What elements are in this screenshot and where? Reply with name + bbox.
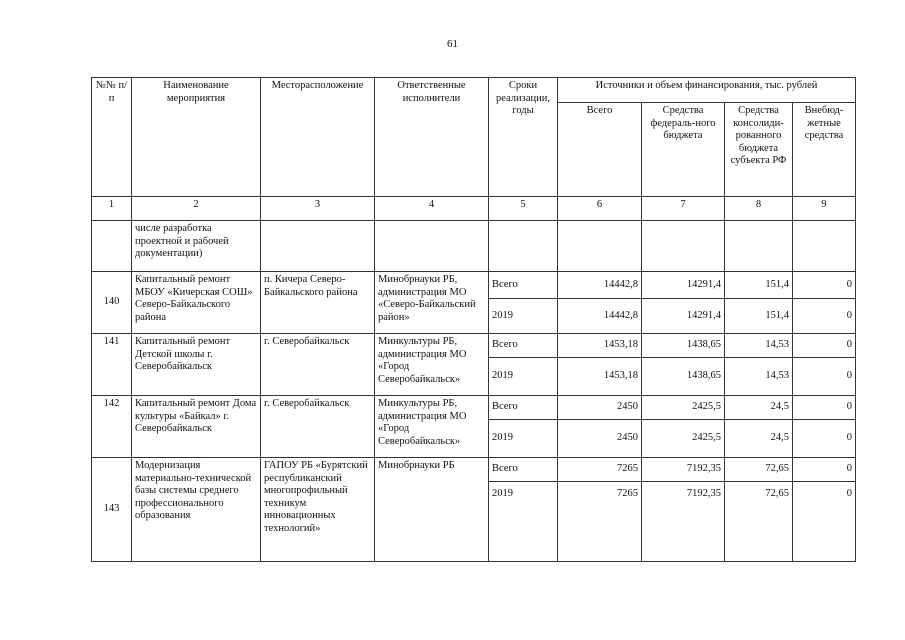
- row-term: Всего: [489, 272, 558, 299]
- header-location: Месторасположение: [261, 78, 375, 197]
- column-number: 2: [132, 197, 261, 221]
- row-federal: 14291,4: [642, 272, 725, 299]
- row-extra: 0: [793, 358, 856, 396]
- row-total: 7265: [558, 482, 642, 562]
- row-num: 142: [92, 396, 132, 458]
- row-name: Капитальный ремонт МБОУ «Кичерская СОШ» Северо-Байкальского района: [132, 272, 261, 334]
- row-term: 2019: [489, 482, 558, 562]
- row-executors: Минобрнауки РБ: [375, 458, 489, 562]
- header-subject: Средства консолиди-рованного бюджета субъекта РФ: [725, 103, 793, 197]
- column-number: 8: [725, 197, 793, 221]
- row-subject: 151,4: [725, 272, 793, 299]
- financing-table: [91, 77, 856, 562]
- row-location: п. Кичера Северо-Байкальского района: [261, 272, 375, 334]
- row-name: Модернизация материально-технической базы системы среднего профессионального образования: [132, 458, 261, 562]
- header-total: Всего: [558, 103, 642, 197]
- row-subject: 24,5: [725, 420, 793, 458]
- row-federal: 1438,65: [642, 334, 725, 358]
- header-terms: Сроки реализации, годы: [489, 78, 558, 197]
- row-total: 1453,18: [558, 358, 642, 396]
- row-term: 2019: [489, 299, 558, 334]
- row-subject: 24,5: [725, 396, 793, 420]
- table-row: [92, 396, 856, 420]
- row-subject: 14,53: [725, 358, 793, 396]
- row-federal: 2425,5: [642, 396, 725, 420]
- row-total: 7265: [558, 458, 642, 482]
- table-row: [92, 458, 856, 482]
- row-extra: 0: [793, 482, 856, 562]
- header-name: Наименование мероприятия: [132, 78, 261, 197]
- row-federal: 2425,5: [642, 420, 725, 458]
- header-num: №№ п/п: [92, 78, 132, 197]
- row-extra: 0: [793, 396, 856, 420]
- column-number: 4: [375, 197, 489, 221]
- row-executors: Минкультуры РБ, администрация МО «Город Северобайкальск»: [375, 334, 489, 396]
- row-num: 143: [92, 458, 132, 562]
- header-extra: Внебюд-жетные средства: [793, 103, 856, 197]
- column-number: 7: [642, 197, 725, 221]
- header-executors: Ответственные исполнители: [375, 78, 489, 197]
- page-number: 61: [447, 38, 458, 50]
- row-total: 2450: [558, 396, 642, 420]
- header-financing: Источники и объем финансирования, тыс. рублей: [558, 78, 856, 103]
- column-number: 9: [793, 197, 856, 221]
- row-federal: 7192,35: [642, 458, 725, 482]
- column-number: 1: [92, 197, 132, 221]
- row-subject: 151,4: [725, 299, 793, 334]
- column-number: 3: [261, 197, 375, 221]
- row-executors: Минкультуры РБ, администрация МО «Город Северобайкальск»: [375, 396, 489, 458]
- table-row: [92, 272, 856, 299]
- row-term: 2019: [489, 358, 558, 396]
- row-extra: 0: [793, 272, 856, 299]
- continuation-row: [92, 221, 856, 272]
- row-total: 14442,8: [558, 299, 642, 334]
- row-federal: 1438,65: [642, 358, 725, 396]
- row-name: Капитальный ремонт Дома культуры «Байкал» г. Северобайкальск: [132, 396, 261, 458]
- row-location: г. Северобайкальск: [261, 396, 375, 458]
- row-name: Капитальный ремонт Детской школы г. Северобайкальск: [132, 334, 261, 396]
- row-federal: 14291,4: [642, 299, 725, 334]
- header-row: [92, 78, 856, 103]
- row-num: 141: [92, 334, 132, 396]
- row-subject: 72,65: [725, 458, 793, 482]
- row-location: ГАПОУ РБ «Бурятский республиканский многопрофильный техникум инновационных технологий»: [261, 458, 375, 562]
- column-numbers-row: [92, 197, 856, 221]
- row-executors: Минобрнауки РБ, администрация МО «Северо-Байкальский район»: [375, 272, 489, 334]
- column-number: 5: [489, 197, 558, 221]
- table-row: [92, 334, 856, 358]
- row-total: 1453,18: [558, 334, 642, 358]
- column-number: 6: [558, 197, 642, 221]
- row-location: г. Северобайкальск: [261, 334, 375, 396]
- row-federal: 7192,35: [642, 482, 725, 562]
- row-extra: 0: [793, 299, 856, 334]
- row-term: Всего: [489, 458, 558, 482]
- row-num: 140: [92, 272, 132, 334]
- row-extra: 0: [793, 420, 856, 458]
- row-term: Всего: [489, 334, 558, 358]
- row-extra: 0: [793, 458, 856, 482]
- header-federal: Средства федераль-ного бюджета: [642, 103, 725, 197]
- row-total: 2450: [558, 420, 642, 458]
- row-extra: 0: [793, 334, 856, 358]
- row-term: 2019: [489, 420, 558, 458]
- row-total: 14442,8: [558, 272, 642, 299]
- row-subject: 72,65: [725, 482, 793, 562]
- row-term: Всего: [489, 396, 558, 420]
- continuation-text: числе разработка проектной и рабочей документации): [132, 221, 261, 272]
- row-subject: 14,53: [725, 334, 793, 358]
